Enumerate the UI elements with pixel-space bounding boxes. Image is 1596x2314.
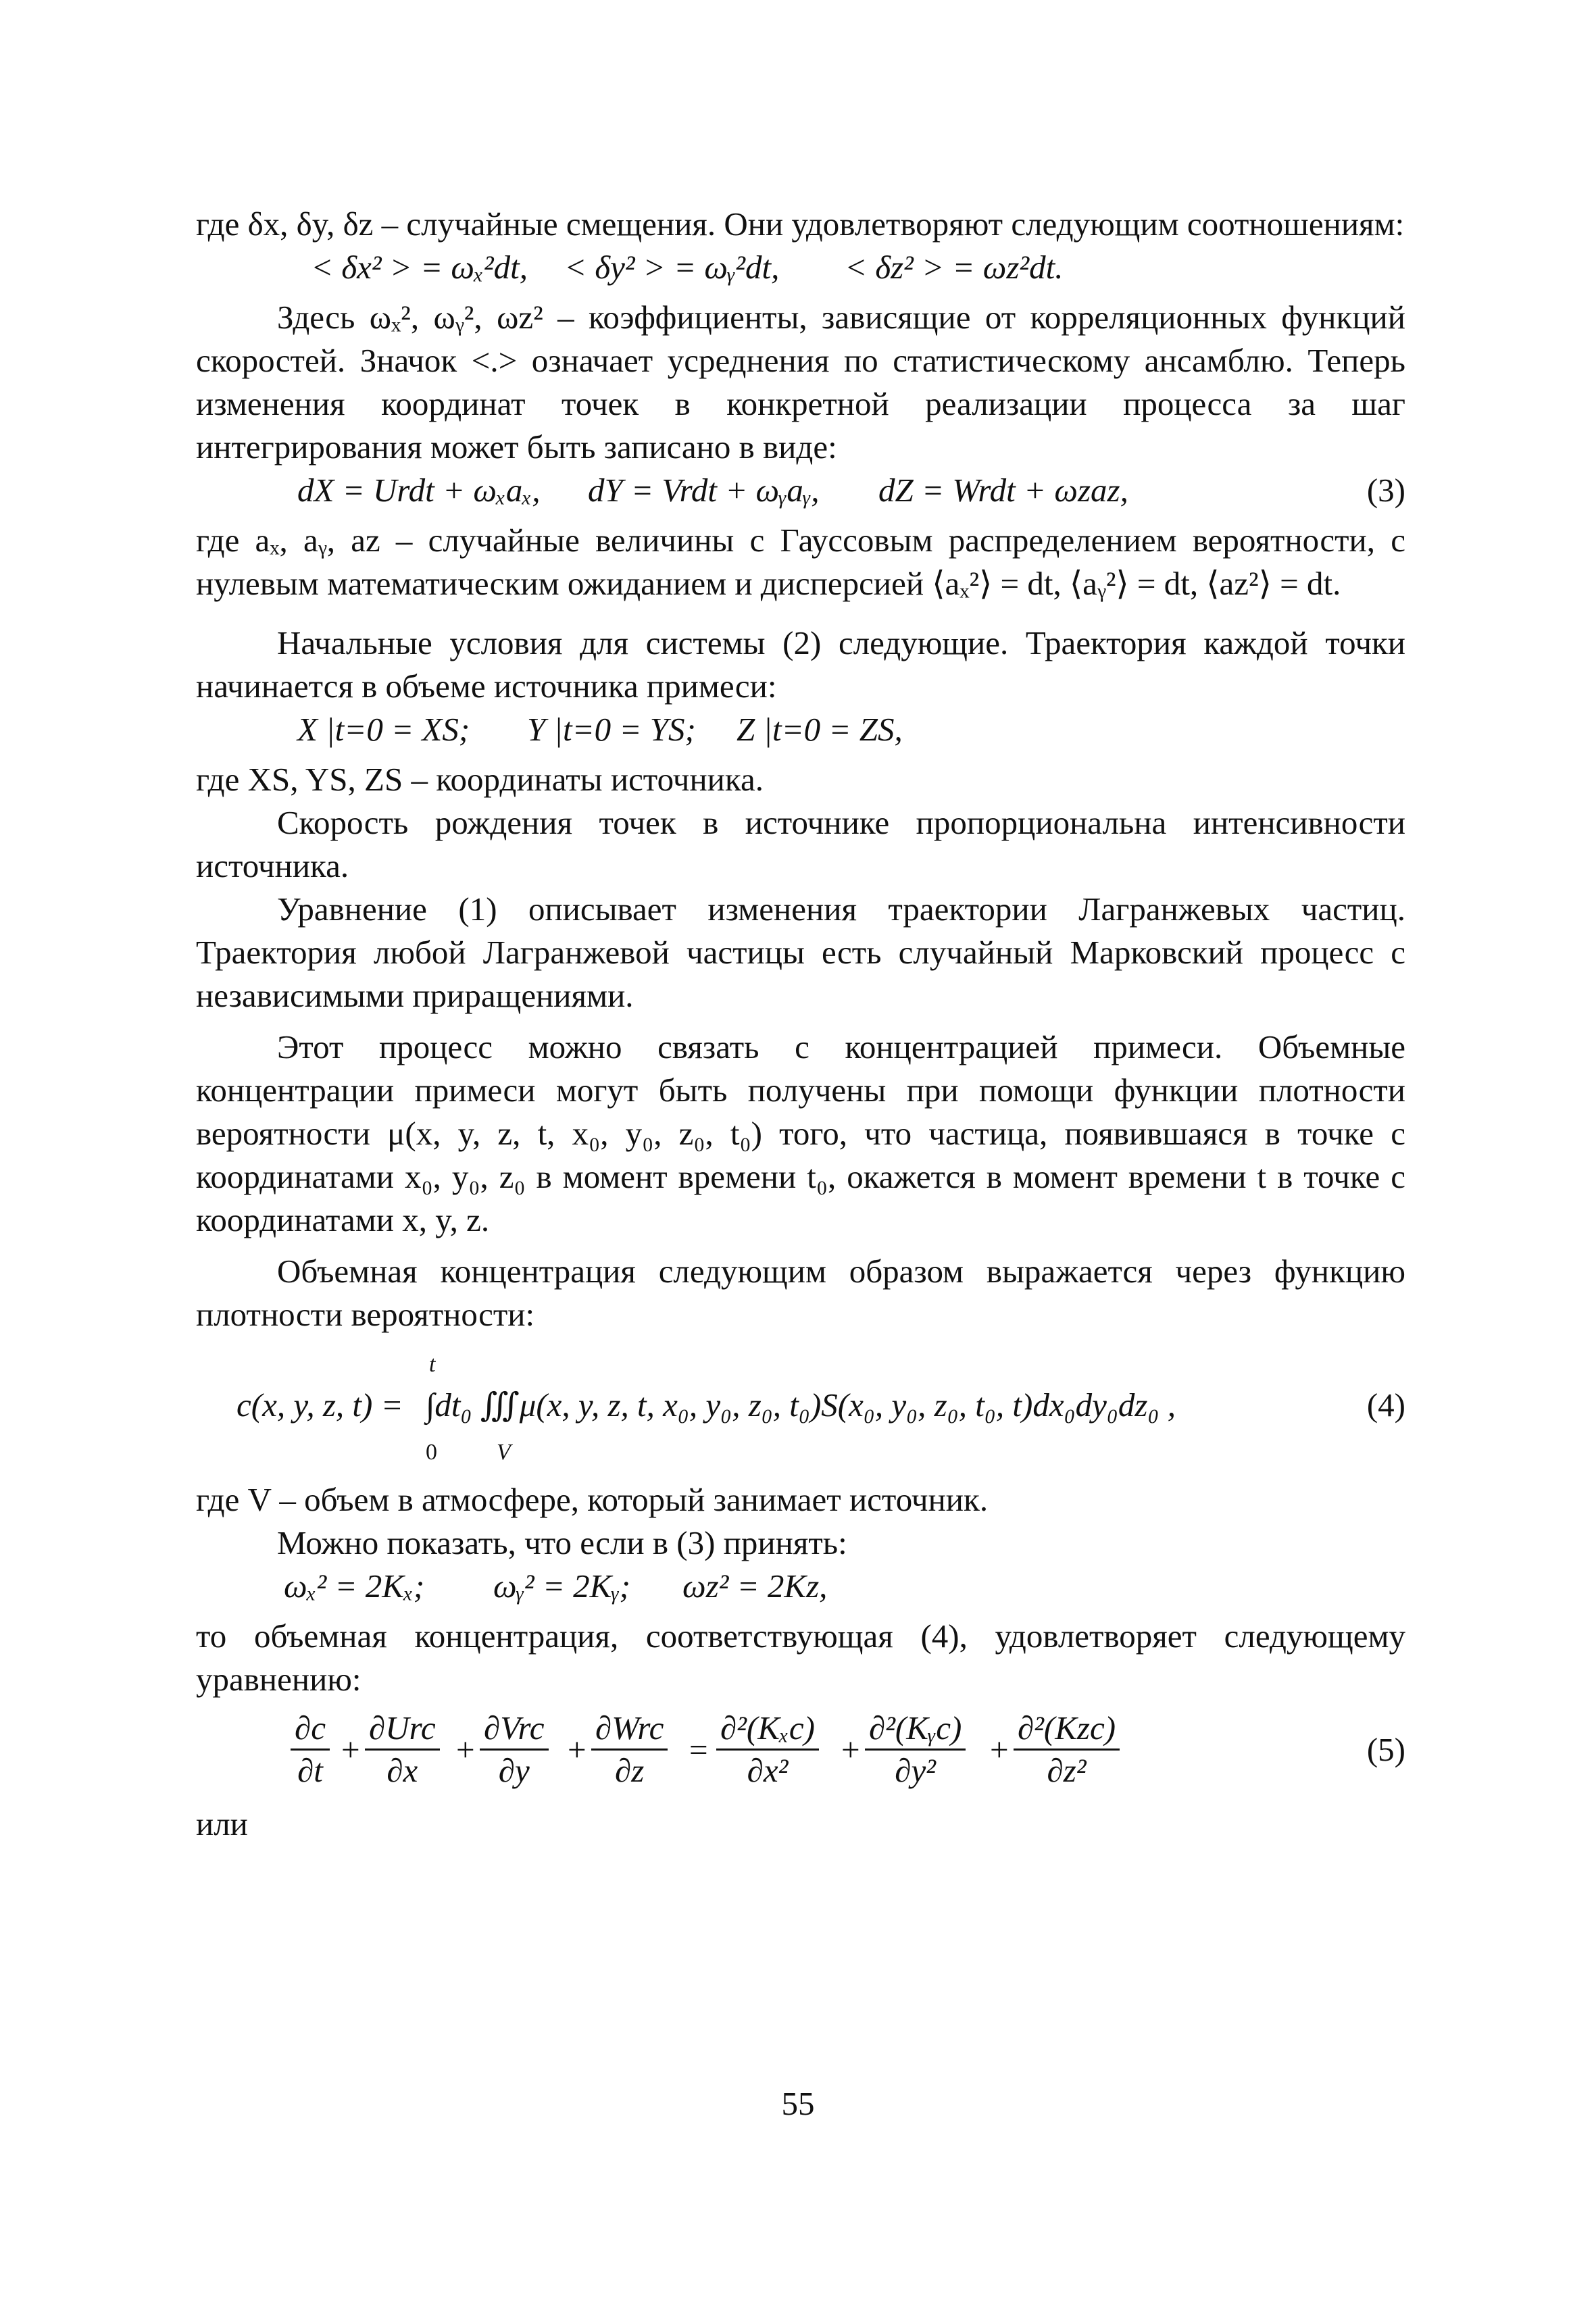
eq5-term-7-denominator: ∂z² [1047,1752,1087,1789]
variance-equations [196,246,1405,296]
eq5-term-6-numerator: ∂²(Kᵧc) [865,1708,966,1751]
equation-3-dy: dY = Vrdt + ωᵧaᵧ, [588,472,820,509]
equation-4-lhs: c(x, y, z, t) = [236,1386,403,1424]
eq5-term-3-numerator: ∂Vrc [480,1708,549,1751]
initial-conditions [196,708,1405,758]
eq5-term-dc-dt [291,1708,330,1791]
eq5-plus-1: + [341,1731,360,1768]
paragraph-8: Этот процесс можно связать с концентрацией примеси. Объемные концентрации примеси могут быть получены при помощи функции плотности вероятности μ(x, y, z, t, x₀, y₀, z₀, t₀) того, что частица, появившаяся в точке с координатами x₀, y₀, z₀ в момент времени t₀, окажется в момент времени t в точке с координатами x, y, z. [196,1028,1405,1238]
equation-4-number: (4) [1366,1386,1405,1424]
eq5-term-3-denominator: ∂y [498,1752,530,1789]
omega-relation-z: ωz² = 2Kz, [682,1567,828,1605]
equation-3-number: (3) [1366,472,1405,509]
paragraph-6: Скорость рождения точек в источнике пропорциональна интенсивности источника. [196,804,1405,884]
paragraph-3: где aₓ, aᵧ, az – случайные величины с Гауссовым распределением вероятности, с нулевым математическим ожиданием и дисперсией ⟨aₓ²⟩ = dt, ⟨aᵧ²⟩ = dt, ⟨az²⟩ = dt. [196,522,1405,602]
variance-eq-x: < δx² > = ωₓ²dt, [311,249,528,286]
page-number: 55 [781,2085,815,2122]
eq5-term-1-numerator: ∂c [291,1708,330,1751]
eq5-term-5-numerator: ∂²(Kₓc) [716,1708,819,1751]
eq5-plus-3: + [568,1731,587,1768]
eq5-term-7-numerator: ∂²(Kzc) [1014,1708,1120,1751]
equation-5-number: (5) [1366,1731,1405,1768]
paragraph-13: или [196,1805,248,1842]
variance-eq-z: < δz² > = ωz²dt. [845,249,1064,286]
paragraph-4: Начальные условия для системы (2) следующие. Траектория каждой точки начинается в объеме источника примеси: [196,624,1405,705]
eq5-plus-2: + [456,1731,475,1768]
equation-3 [196,469,1405,519]
equation-4 [196,1336,1405,1478]
paragraph-7: Уравнение (1) описывает изменения траектории Лагранжевых частиц. Траектория любой Лагранжевой частицы есть случайный Марковский процесс с независимыми приращениями. [196,890,1405,1014]
paragraph-10: где V – объем в атмосфере, который занимает источник. [196,1481,989,1518]
eq5-term-5-denominator: ∂x² [747,1752,789,1789]
omega-relations [196,1565,1405,1615]
page-body [196,203,1405,1846]
initial-condition-z: Z |t=0 = ZS, [737,711,903,748]
paragraph-1: где δx, δy, δz – случайные смещения. Они удовлетворяют следующим соотношениям: [196,205,1405,243]
eq5-plus-4: + [841,1731,860,1768]
equation-4-lower-limit: 0 [426,1440,437,1465]
equation-4-upper-limit: t [429,1352,436,1377]
equation-4-volume-label: V [497,1440,511,1465]
eq5-term-vrc [480,1708,549,1791]
eq5-term-2-numerator: ∂Urc [365,1708,440,1751]
initial-condition-x: X |t=0 = XS; [297,711,470,748]
eq5-term-kyc [865,1708,966,1791]
eq5-term-kxc [716,1708,819,1791]
paragraph-5: где XS, YS, ZS – координаты источника. [196,761,764,798]
paragraph-11: Можно показать, что если в (3) принять: [277,1524,847,1561]
paragraph-9: Объемная концентрация следующим образом выражается через функцию плотности вероятности: [196,1253,1405,1333]
eq5-term-kzc [1014,1708,1120,1791]
eq5-term-2-denominator: ∂x [386,1752,418,1789]
equation-3-dx: dX = Urdt + ωₓaₓ, [297,472,541,509]
eq5-term-4-denominator: ∂z [615,1752,645,1789]
omega-relation-x: ωₓ² = 2Kₓ; [284,1567,425,1605]
eq5-term-6-denominator: ∂y² [895,1752,936,1789]
equation-5 [196,1701,1405,1803]
eq5-term-1-denominator: ∂t [297,1752,323,1789]
eq5-term-4-numerator: ∂Wrc [591,1708,668,1751]
paragraph-12: то объемная концентрация, соответствующая (4), удовлетворяет следующему уравнению: [196,1617,1405,1698]
eq5-plus-5: + [990,1731,1009,1768]
equation-3-dz: dZ = Wrdt + ωzaz, [878,472,1128,509]
paragraph-2: Здесь ωₓ², ωᵧ², ωz² – коэффициенты, зависящие от корреляционных функций скоростей. Значок <.> означает усреднения по статистическому ансамблю. Теперь изменения координат точек в конкретной реализации процесса за шаг интегрирования может быть записано в виде: [196,299,1405,466]
variance-eq-y: < δy² > = ωᵧ²dt, [564,249,780,286]
equation-4-integral: ∫dt₀ ∭μ(x, y, z, t, x₀, y₀, z₀, t₀)S(x₀, y₀, z₀, t₀, t)dx₀dy₀dz₀ , [426,1386,1176,1424]
eq5-term-urc [365,1708,440,1791]
eq5-term-wrc [591,1708,668,1791]
omega-relation-y: ωᵧ² = 2Kᵧ; [493,1567,630,1605]
eq5-equals: = [689,1731,708,1768]
initial-condition-y: Y |t=0 = YS; [527,711,696,748]
